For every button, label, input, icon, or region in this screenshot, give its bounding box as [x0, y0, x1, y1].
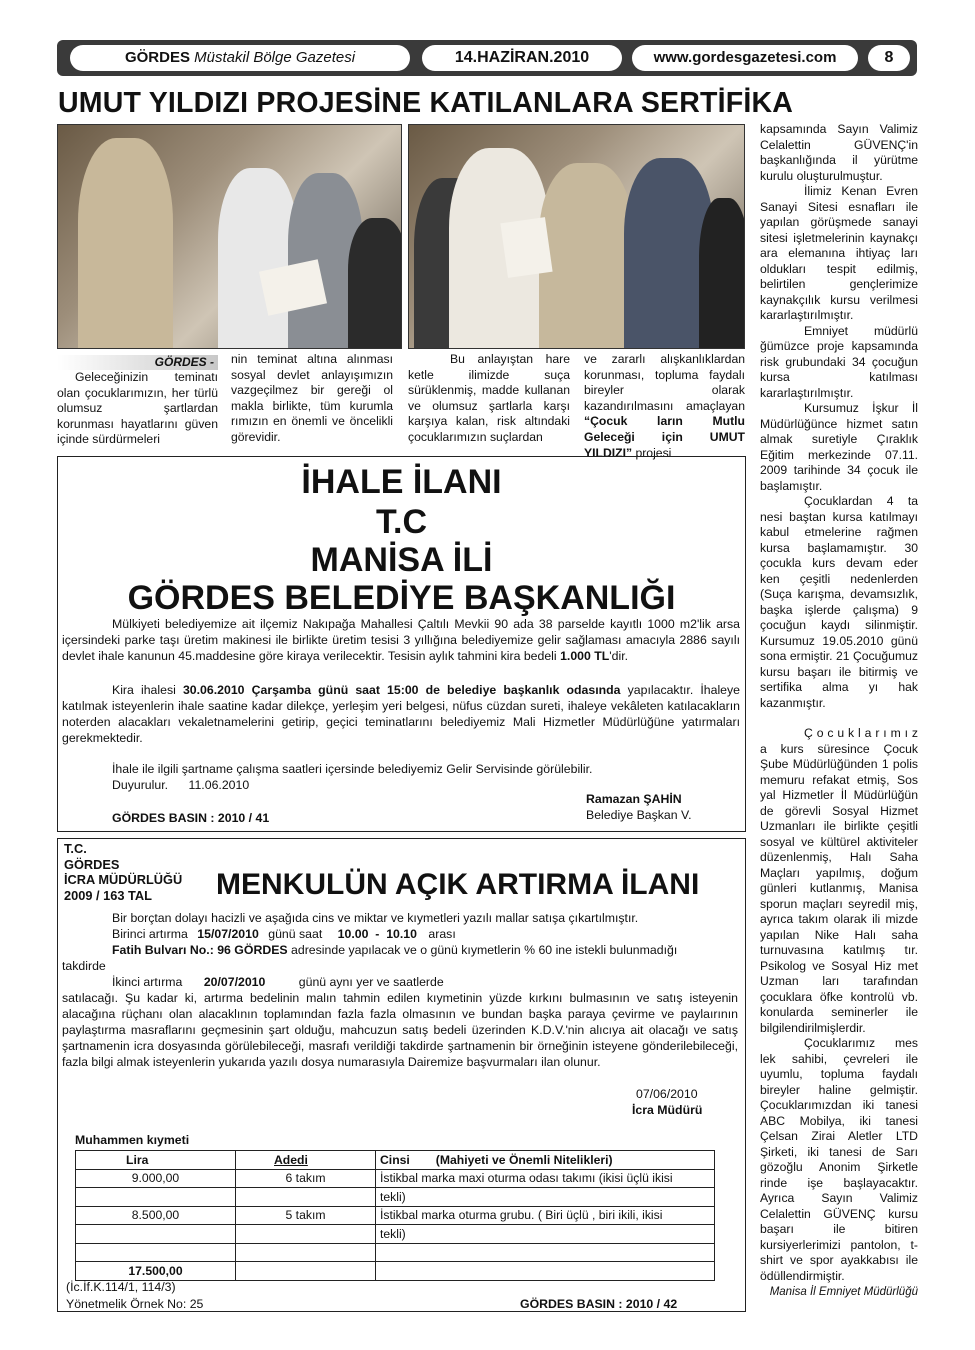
article-column-4: [584, 352, 745, 461]
cell-lira: [76, 1243, 236, 1262]
ihale-basin-number: GÖRDES BASIN : 2010 / 41: [112, 811, 270, 825]
cell-adedi: [236, 1243, 376, 1262]
article-paragraph: İlimiz Kenan Evren Sanayi Sitesi esnafları ile yapılan görüşmede sanayi sitesi işletmelerinin kaynakçı ara elemanına ihtiyaç ları oldukları tespit edilmiş, belirtilen gençlerimize kaynakçılık kursu verilmesi kararlaştırılmıştır.: [760, 184, 918, 322]
col-description: (Mahiyeti ve Önemli Nitelikleri): [435, 1152, 613, 1167]
second-auction-date: 20/07/2010: [203, 975, 266, 989]
ihale-text: yapılacaktır. İhaleye katılmak isteyenlerin ihale saatine kadar dilekçe, yerleşim yeri belgesi, nüfus cüzdan sureti, ihaleye vekâleten katılacakların noterden alacakları vekaletnamelerini getirip, geçici teminatlarını belediyemiz Mali Hizmetler Müdürlüğüne yatırmaları gerekmektedir.: [62, 683, 740, 745]
article-headline: UMUT YILDIZI PROJESİNE KATILANLARA SERTİFİKA: [58, 87, 794, 119]
menkul-text: günü aynı yer ve saatlerde: [298, 975, 444, 989]
certificate-photo-left: [57, 124, 402, 349]
menkul-line-5: [112, 974, 732, 990]
article-column-1: [57, 355, 218, 448]
cell-lira: [76, 1188, 236, 1207]
menkul-signer: İcra Müdürü: [632, 1103, 703, 1117]
icra-header: [64, 841, 182, 903]
menkul-line-1: Bir borçtan dolayı hacizli ve aşağıda cins ve miktar ve kıymetleri yazılı mallar satışa çıkartılmıştır.: [112, 911, 639, 925]
menkul-regulation: Yönetmelik Örnek No: 25: [66, 1297, 204, 1311]
menkul-text: adresinde yapılacak ve o günü kıymetlerin % 60 ine istekli bulunmadığı: [291, 943, 678, 957]
table-row: [76, 1188, 715, 1207]
ihale-announcement-date: Duyurulur. 11.06.2010: [112, 778, 250, 792]
cell-cinsi: tekli): [376, 1188, 715, 1207]
article-paragraph: Ç o c u k l a r ı m ı z a kurs süresince Çocuk Şube Müdürlüğünden 1 polis memuru refakat etmiş, Sos yal Hizmetler İl Müdürlüğün de görevli Sosyal Hizmet Uzmanları ile birlikte çeşitli sosyal ve kültürel aktiviteler düzenlenmiş, Halı Saha Maçları yapılmış, doğum günleri kutlanmış, Manisa sporun maçları seyredil miş, ayrıca takım olarak ili mizde yapılan Nike Halı saha turnuvasına katılmış tır. Psikolog ve Sosyal Hiz met Uzman ları tarafından çocuklara öfke kontrolü vb. konularda seminerler ile bilgilendirilmişlerdir.: [760, 726, 918, 1035]
article-text: nin teminat altına alınması sosyal devlet anlayışımızın vazgeçilmez bir gereği ol makla birlikte, tüm kurumla rımızın en önemli ve öncelikli görevidir.: [231, 352, 393, 444]
article-text: ve zararlı alışkanlıklardan korunması, topluma faydalı bireyler olarak kazandırılmasını amaçlayan: [584, 352, 745, 413]
table-row: [76, 1206, 715, 1225]
article-paragraph: Kursumuz İşkur İl Müdürlüğünce hizmet satın almak suretiyle Çıraklık Eğitim merkezinde 07.11. 2009 tarihinde 34 çocuk ile başlamıştır.: [760, 401, 918, 493]
ihale-paragraph-2: [62, 682, 740, 746]
menkul-text: İkinci artırma: [112, 975, 183, 989]
cell-lira: 9.000,00: [76, 1169, 236, 1188]
location-tag: GÖRDES -: [57, 355, 218, 370]
icra-header-line: 2009 / 163 TAL: [64, 887, 152, 903]
menkul-text: Birinci artırma: [112, 927, 188, 941]
cell-cinsi: [376, 1243, 715, 1262]
article-column-2: [231, 352, 393, 446]
article-source: Manisa İl Emniyet Müdürlüğü: [769, 1286, 918, 1298]
article-text: Geleceğinizin teminatı olan çocuklarımızın, her türlü olumsuz şartlardan korunması hayatlarını güven içinde sürdürmeleri: [57, 370, 218, 447]
menkul-title: MENKULÜN AÇIK ARTIRMA İLANI: [216, 868, 700, 901]
ihale-municipality: GÖRDES BELEDİYE BAŞKANLIĞI: [127, 579, 676, 617]
cell-cinsi: tekli): [376, 1225, 715, 1244]
certificate-photo-right: [408, 124, 745, 349]
cell-lira: [76, 1225, 236, 1244]
cell-adedi: [236, 1225, 376, 1244]
menkul-legal-ref: (İc.İf.K.114/1, 114/3): [66, 1280, 176, 1294]
menkul-line-3: [112, 942, 737, 958]
table-header-row: [76, 1151, 715, 1170]
issue-date: 14.HAZİRAN.2010: [422, 45, 622, 71]
col-cinsi: [376, 1151, 715, 1170]
icra-header-line: T.C.: [64, 841, 87, 856]
cell-adedi: [236, 1188, 376, 1207]
article-right-column: [760, 122, 918, 1301]
first-auction-time: 10.00 - 10.10: [337, 927, 417, 941]
icra-header-line: İCRA MÜDÜRLÜĞÜ: [64, 872, 183, 887]
auction-address: Fatih Bulvarı No.: 96 GÖRDES: [112, 943, 288, 957]
icra-header-line: GÖRDES: [64, 856, 120, 872]
page-number: 8: [868, 45, 910, 71]
col-cinsi-label: Cinsi: [380, 1152, 410, 1167]
ihale-paragraph-1: [62, 616, 740, 664]
menkul-text: arası: [428, 927, 456, 941]
menkul-date: 07/06/2010: [636, 1087, 698, 1101]
cell-total-lira: 17.500,00: [76, 1262, 236, 1281]
ihale-signer: Ramazan ŞAHİN: [586, 792, 682, 806]
menkul-text: günü saat: [268, 927, 323, 941]
ihale-rent-amount: 1.000 TL: [560, 649, 610, 663]
article-column-3: [408, 352, 570, 446]
cell-adedi: [236, 1262, 376, 1281]
ihale-tc: T.C: [376, 503, 427, 541]
cell-cinsi: İstikbal marka oturma grubu. ( Biri üçlü , biri ikili, ikisi: [376, 1206, 715, 1225]
article-paragraph: Çocuklardan 4 ta nesi baştan kursa katılmayı kabul etmelerine rağmen kursa başlamamıştır. 30 çocukla kurs devam eder ken çeşitli nedenlerden (Suça karışma, devamsızlık, başka işlerde çalışma) 9 çocuğun kaydı silinmiştir. Kursumuz 19.05.2010 günü sona ermiştir. 21 Çocuğumuz kursu başarı ile bitirmiş ve sertifika alma yı hak kazanmıştır.: [760, 494, 918, 710]
cell-cinsi: [376, 1262, 715, 1281]
paper-name: GÖRDES: [124, 49, 190, 66]
ihale-date-place: 30.06.2010 Çarşamba günü saat 15:00 de belediye başkanlık odasında: [182, 683, 621, 697]
project-name: “Çocuk ların Mutlu Geleceği için UMUT YILDIZI”: [584, 414, 745, 460]
col-adedi: Adedi: [236, 1151, 376, 1170]
article-text: projesi: [635, 445, 672, 460]
col-lira: Lira: [76, 1151, 236, 1170]
ihale-text: Kira ihalesi: [112, 683, 176, 697]
article-paragraph: Emniyet müdürlü ğümüzce proje kapsamında risk grubundaki 34 çocuğun kursa katılması kararlaştırılmıştır.: [760, 323, 918, 400]
article-text: Bu anlayıştan hare ketle ilimizde suça sürüklenmiş, madde kullanan ve olumsuz şartlarla karşı karşıya kalan, risk altındaki çocuklarımızın suçlardan: [408, 352, 570, 444]
cell-adedi: 5 takım: [236, 1206, 376, 1225]
ihale-province: MANİSA İLİ: [310, 541, 493, 579]
menkul-body: satılacağı. Şu kadar ki, artırma bedelinin malın tahmin edilen kıymetinin yüzde kırkını bulmasının ve satış isteyenin alacağına rüçhanı olan alacaklının toplamından fazla fazla olmasının ve bundan başka paraya çevirme ve paylaırının paylaştırma masraflarını geçmesinin şart olduğu, mahcuzun satış bedeli üzerinden K.D.V.'nin alıcıya ait olacağı ve satış şartnamenin icra dosyasında görülebileceği, masrafı verildiği takdirde şartnamenin bir örneğinin isteyene gönderilebileceği, fazla bilgi almak isteyenlerin yukarıda yazılı dosya numarasıyla Dairemize başvurmaları ilan olunur.: [62, 991, 738, 1069]
table-total-row: [76, 1262, 715, 1281]
ihale-title: İHALE İLANI: [301, 463, 502, 501]
ihale-text: 'dir.: [609, 649, 629, 663]
ihale-paragraph-3: İhale ile ilgili şartname çalışma saatleri içersinde belediyemiz Gelir Servisinde görülebilir.: [112, 762, 593, 776]
menkul-line-2: [112, 926, 732, 942]
cell-adedi: 6 takım: [236, 1169, 376, 1188]
paper-subtitle: Müstakil Bölge Gazetesi: [194, 49, 356, 66]
ihale-text: Mülkiyeti belediyemize ait ilçemiz Nakıpağa Mahallesi Çaltılı Mevkii 90 ada 38 parselde kayıtlı 1000 m2'lik arsa içersindeki parke taşı üretim makinesi ile birlikte üretim tesisi 3 yıllığına belediyemize gelir sağlaması amacıyla 2886 sayılı devlet ihale kanunun 45.maddesine göre kiraya verilecektir. Tesisin aylık tahmini kira bedeli: [62, 617, 740, 663]
article-paragraph: kapsamında Sayın Valimiz Celalettin GÜVENÇ'in başkanlığında il yürütme kurulu oluşturulmuştur.: [760, 122, 918, 183]
cell-lira: 8.500,00: [76, 1206, 236, 1225]
menkul-line-4: takdirde: [62, 959, 106, 973]
table-row: [76, 1243, 715, 1262]
table-row: [76, 1225, 715, 1244]
website-link[interactable]: www.gordesgazetesi.com: [632, 45, 858, 71]
article-paragraph: Çocuklarımız mes lek sahibi, çevreleri ile uyumlu, topluma faydalı bireyler haline gelmiştir. Çocuklarımızdan iki tanesi ABC Mobilya, iki tanesi Çelsan Zirai Aletler LTD Şirketi, iki tanesi de Sarı gözoğlu Anonim Şirketle rinde işe başlayacaktır. Ayrıca Sayın Valimiz Celalettin GÜVENÇ kursu başarı ile bitiren kursiyerlerimizi pantolon, t-shirt ve spor ayakkabısı ile ödüllendirmiştir.: [760, 1036, 918, 1283]
valuation-table-title: Muhammen kıymeti: [75, 1133, 190, 1147]
cell-cinsi: İstikbal marka maxi oturma odası takımı (ikisi üçlü ikisi: [376, 1169, 715, 1188]
paper-name-pill: [70, 45, 410, 71]
ihale-signer-title: Belediye Başkan V.: [586, 808, 692, 822]
table-row: [76, 1169, 715, 1188]
first-auction-date: 15/07/2010: [197, 927, 259, 941]
valuation-table: [75, 1150, 715, 1281]
menkul-basin-number: GÖRDES BASIN : 2010 / 42: [520, 1297, 678, 1311]
